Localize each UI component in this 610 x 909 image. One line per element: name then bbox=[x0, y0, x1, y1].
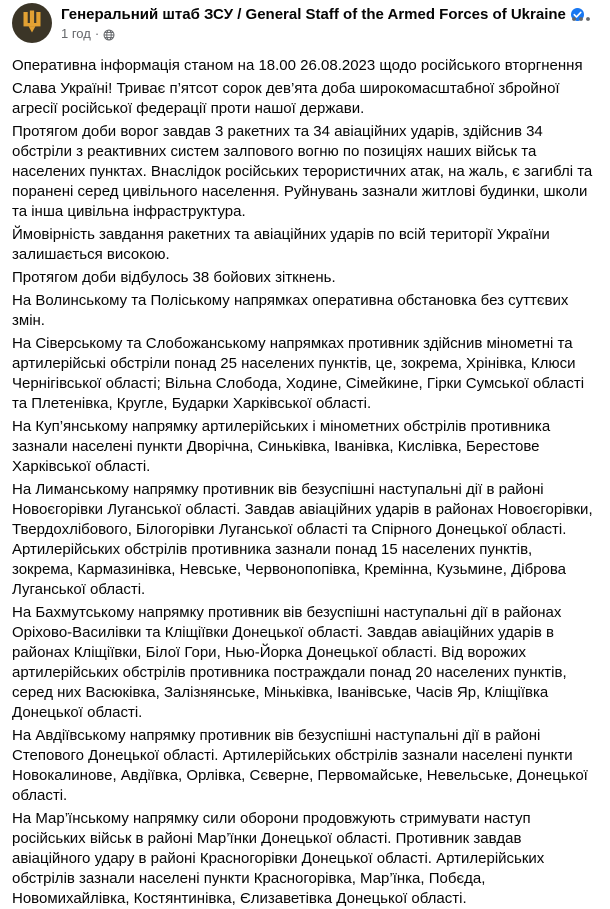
name-row bbox=[61, 5, 584, 24]
post-paragraph: Слава Україні! Триває п’ятсот сорок дев’ята доба широкомасштабної збройної агресії російської федерації проти нашої держави. bbox=[12, 80, 560, 117]
avatar[interactable] bbox=[12, 3, 52, 43]
more-options-button[interactable] bbox=[567, 6, 595, 30]
post-paragraph: Ймовірність завдання ракетних та авіаційних ударів по всій території України залишається високою. bbox=[12, 226, 550, 263]
post-paragraph: На Лиманському напрямку противник вів безуспішні наступальні дії в районі Новоєгорівки Луганської області. Завдав авіаційних ударів в районах Новоєгорівки, Твердохлібового, Білогорівки Луганської області та Спірного Донецької області. Артилерійських обстрілів противника зазнали понад 15 населених пунктів, зокрема, Кармазинівка, Невське, Червонопопівка, Кремінна, Кузьмине, Діброва Луганської області. bbox=[12, 481, 593, 598]
meta-separator: · bbox=[94, 26, 100, 41]
header-info bbox=[61, 3, 584, 42]
post-paragraph: На Мар’їнському напрямку сили оборони продовжують стримувати наступ російських військ в районі Мар’їнки Донецької області. Противник завдав авіаційного удару в районі Красногорівки Донецької області. Артилерійських обстрілів зазнали населені пункти Красногорівка, Мар’їнка, Побєда, Новомихайлівка, Костянтинівка, Єлизаветівка Донецької області. bbox=[12, 810, 545, 907]
post-body-text bbox=[12, 56, 597, 909]
trident-icon bbox=[20, 10, 44, 36]
ellipsis-icon bbox=[571, 9, 591, 27]
post-paragraph: На Авдіївському напрямку противник вів безуспішні наступальні дії в районі Степового Донецької області. Артилерійських обстрілів зазнали населені пункти Новокалинове, Авдіївка, Орлівка, Сєверне, Первомайське, Невельське, Донецької області. bbox=[12, 727, 588, 804]
post-timestamp[interactable]: 1 год bbox=[61, 26, 91, 41]
page-name-link[interactable]: Генеральний штаб ЗСУ / General Staff of the Armed Forces of Ukraine bbox=[61, 6, 566, 23]
meta-row bbox=[61, 26, 584, 42]
post-paragraph: На Куп’янському напрямку артилерійських і мінометних обстрілів противника зазнали населені пункти Дворічна, Синьківка, Іванівка, Кислівка, Берестове Харківської області. bbox=[12, 418, 551, 475]
post-paragraph: Протягом доби ворог завдав 3 ракетних та 34 авіаційних ударів, здійснив 34 обстріли з реактивних систем залпового вогню по позиціях наших військ та населених пунктах. Внаслідок російських терористичних атак, на жаль, є загиблі та поранені серед цивільного населення. Руйнувань зазнали житлові будинки, школи та інша цивільна інфраструктура. bbox=[12, 123, 593, 220]
post-paragraph: На Бахмутському напрямку противник вів безуспішні наступальні дії в районах Оріхово-Василівки та Кліщіївки Донецької області. Завдав авіаційних ударів в районах Кліщіївки, Білої Гори, Нью-Йорка Донецької області. Від ворожих артилерійських обстрілів противника постраждали понад 20 населених пунктів, серед них Васюківка, Залізнянське, Міньківка, Іванівське, Часів Яр, Кліщіївка Донецької області. bbox=[12, 604, 567, 721]
post-paragraph: Оперативна інформація станом на 18.00 26.08.2023 щодо російського вторгнення bbox=[12, 57, 583, 74]
post-paragraph: Протягом доби відбулось 38 бойових зіткнень. bbox=[12, 269, 336, 286]
post-header bbox=[12, 2, 597, 43]
post-paragraph: На Сіверському та Слобожанському напрямках противник здійснив мінометні та артилерійські обстріли понад 25 населених пунктів, це, зокрема, Хрінівка, Клюси Чернігівської області; Вільна Слобода, Ходине, Сімейкине, Гірки Сумської області та Плетенівка, Кругле, Бударки Харківської області. bbox=[12, 335, 585, 412]
post-paragraph: На Волинському та Поліському напрямках оперативна обстановка без суттєвих змін. bbox=[12, 292, 569, 329]
globe-privacy-icon bbox=[103, 29, 115, 41]
